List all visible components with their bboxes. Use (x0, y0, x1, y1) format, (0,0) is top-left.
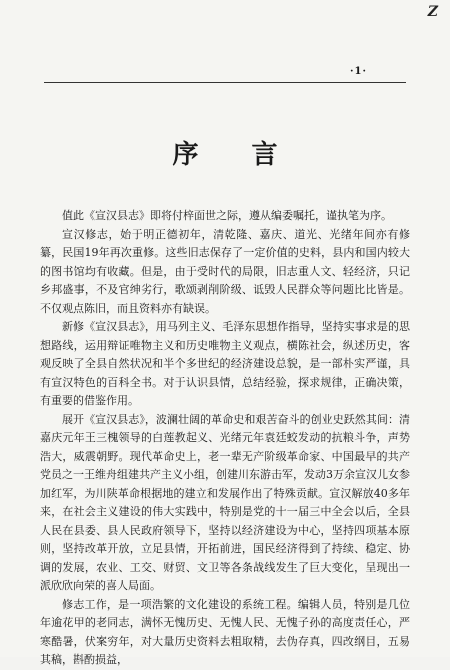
corner-mark: Z (427, 4, 438, 20)
paragraph: 展开《宣汉县志》，波澜壮阔的革命史和艰苦奋斗的创业史跃然其间：清嘉庆元年王三槐领导的白莲教起义、光绪元年袁廷蛟发动的抗粮斗争，声势浩大，威震朝野。现代革命史上，老一辈无产阶级革命家、中国最早的共产党员之一王维舟组建共产主义小组，创建川东游击军，发动3万余宣汉儿女参加红军，为川陕革命根据地的建立和发展作出了特殊贡献。宣汉解放40多年来，在社会主义建设的伟大实践中，特别是党的十一届三中全会以后，全县人民在县委、县人民政府领导下，坚持以经济建设为中心，坚持四项基本原则，坚持改革开放，立足县情，开拓前进，国民经济得到了持续、稳定、协调的发展，农业、工交、财贸、文卫等各条战线发生了巨大变化，呈现出一派欣欣向荣的喜人局面。 (40, 412, 410, 592)
page-title: 序 言 (172, 140, 300, 170)
body-text (40, 207, 410, 670)
paragraph: 值此《宣汉县志》即将付梓面世之际，遵从编委嘱托，谨执笔为序。 (62, 209, 392, 222)
paragraph: 新修《宣汉县志》，用马列主义、毛泽东思想作指导，坚持实事求是的思想路线，运用辩证唯物主义和历史唯物主义观点，横陈社会，纵述历史，客观反映了全县自然状况和半个多世纪的经济建设总貌，是一部朴实严谨，具有宣汉特色的百科全书。对于认识县情，总结经验，探求规律，正确决策，有重要的借鉴作用。 (40, 320, 410, 407)
paragraph: 修志工作，是一项浩繁的文化建设的系统工程。编辑人员，特别是几位年逾花甲的老同志，满怀无愧历史、无愧人民、无愧子孙的高度责任心，严寒酷暑，伏案穷年，对大量历史资料去粗取精，去伪存真，四改纲目，五易其稿，斟酌损益， (40, 597, 410, 666)
page-number: ·1· (350, 66, 367, 77)
paragraph: 宣汉修志，始于明正德初年，清乾隆、嘉庆、道光、光绪年间亦有修纂，民国19年再次重修。这些旧志保存了一定价值的史料，县内和国内较大的图书馆均有收藏。但是，由于受时代的局限，旧志重人文、轻经济，只记乡邦盛事，不及官绅劣行，歌颂剥削阶级、诋毁人民群众等问题比比皆是。不仅观点陈旧，而且资料亦有缺误。 (40, 227, 410, 315)
header-rule (44, 82, 406, 83)
